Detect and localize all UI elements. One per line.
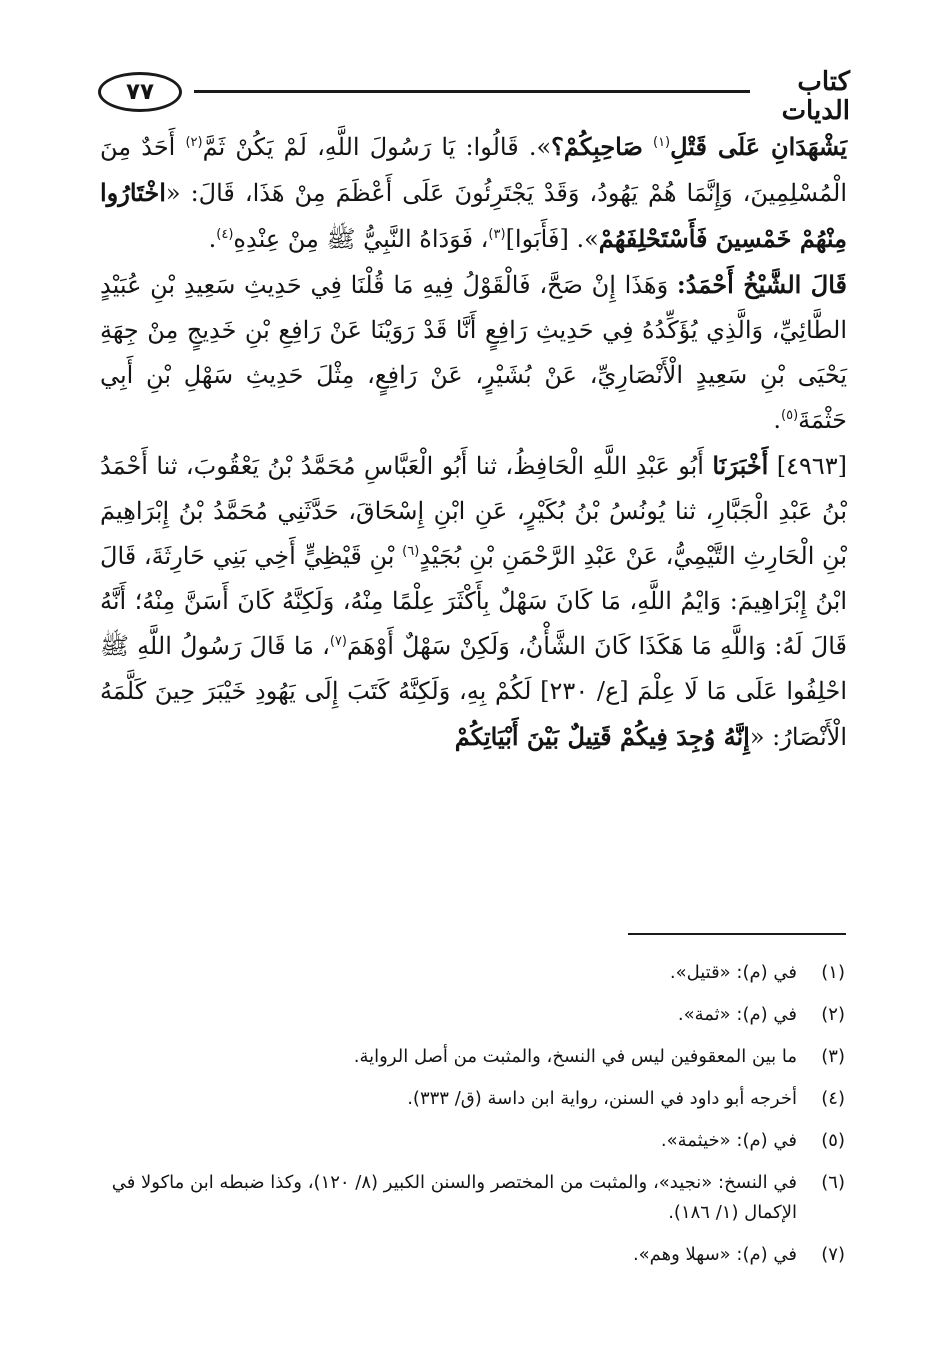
footnote bbox=[100, 1126, 845, 1156]
akhbarana-heading: أَخْبَرَنَا bbox=[712, 451, 769, 480]
book-title: كتاب الديات bbox=[781, 67, 850, 126]
footnote-text: أخرجه أبو داود في السنن، رواية ابن داسة (ق/ ٣٣٣). bbox=[407, 1088, 797, 1109]
page-header bbox=[98, 66, 850, 126]
footnote bbox=[100, 958, 845, 988]
footnote-number: (٧) bbox=[821, 1244, 845, 1265]
text-run: ، فَوَدَاهُ النَّبِيُّ ﷺ مِنْ عِنْدِهِ bbox=[233, 225, 489, 253]
footnote-ref-3: (٣) bbox=[488, 227, 506, 242]
hadith-quote: يَشْهَدَانِ عَلَى قَتْلِ bbox=[670, 132, 847, 161]
footnote bbox=[100, 1240, 845, 1270]
footnote-number: (٥) bbox=[821, 1130, 845, 1151]
footnote-number: (٢) bbox=[821, 1004, 845, 1025]
footnote-ref-7: (٧) bbox=[329, 634, 347, 649]
paragraph-2 bbox=[100, 262, 847, 443]
text-run: وَهَذَا إِنْ صَحَّ، فَالْقَوْلُ فِيهِ مَا قُلْنَا فِي حَدِيثِ سَعِيدِ بْنِ عُبَيْدٍ الطَّائِيِّ، وَالَّذِي يُؤَكِّدُهُ فِي حَدِيثِ رَافِعٍ أَنَّا قَدْ رَوَيْنَا عَنْ رَافِعِ بْنِ خَدِيجٍ مِنْ جِهَةِ يَحْيَى بْنِ سَعِيدٍ الْأَنْصَارِيِّ، عَنْ بُشَيْرٍ، عَنْ رَافِعٍ، مِثْلَ حَدِيثِ سَهْلِ بْنِ أَبِي حَثْمَةَ bbox=[100, 271, 847, 434]
text-run: ». قَالُوا: يَا رَسُولَ اللَّهِ، لَمْ يَكُنْ ثَمَّ bbox=[202, 133, 552, 161]
paragraph-1 bbox=[100, 124, 847, 262]
footnote-text: في النسخ: «نجيد»، والمثبت من المختصر والسنن الكبير (٨/ ١٢٠)، وكذا ضبطه ابن ماكولا في الإكمال (١/ ١٨٦). bbox=[111, 1172, 797, 1223]
hadith-quote: صَاحِبِكُمْ؟ bbox=[551, 132, 643, 161]
page-number: ٧٧ bbox=[98, 72, 182, 112]
text-run: أَبُو عَبْدِ اللَّهِ الْحَافِظُ، ثنا أَبُو الْعَبَّاسِ مُحَمَّدُ بْنُ يَعْقُوبَ، ثنا أَحْمَدُ بْنُ عَبْدِ الْجَبَّارِ، ثنا يُونُسُ بْنُ بُكَيْرٍ، عَنِ ابْنِ إِسْحَاقَ، حَدَّثَنِي مُحَمَّدُ بْنُ إِبْرَاهِيمَ بْنِ الْحَارِثِ التَّيْمِيُّ، عَنْ عَبْدِ الرَّحْمَنِ بْنِ بُجَيْدٍ bbox=[100, 452, 848, 570]
footnote-number: (٣) bbox=[821, 1046, 845, 1067]
footnote-ref-4: (٤) bbox=[216, 227, 234, 242]
footnote-text: في (م): «خيثمة». bbox=[660, 1130, 797, 1151]
footnote-number: (١) bbox=[821, 962, 845, 983]
footnote-separator bbox=[628, 933, 846, 935]
main-text bbox=[100, 124, 847, 760]
footnote-text: في (م): «ثمة». bbox=[677, 1004, 797, 1025]
footnotes bbox=[100, 958, 845, 1282]
hadith-number: [٤٩٦٣] bbox=[768, 452, 847, 480]
speaker-label: قَالَ الشَّيْخُ أَحْمَدُ: bbox=[676, 270, 847, 299]
footnote-ref-6: (٦) bbox=[402, 544, 420, 559]
footnote-number: (٦) bbox=[821, 1172, 845, 1193]
header-rule bbox=[194, 90, 750, 93]
text-run: ». [فَأَبَوا] bbox=[505, 225, 599, 253]
footnote bbox=[100, 1168, 845, 1228]
footnote-text: في (م): «قتيل». bbox=[669, 962, 797, 983]
footnote-number: (٤) bbox=[821, 1088, 845, 1109]
footnote-text: ما بين المعقوفين ليس في النسخ، والمثبت من أصل الرواية. bbox=[353, 1046, 797, 1067]
footnote-ref-5: (٥) bbox=[781, 408, 799, 423]
footnote bbox=[100, 1000, 845, 1030]
text-run: . bbox=[208, 225, 217, 253]
text-run: ، مَا قَالَ رَسُولُ اللَّهِ ﷺ احْلِفُوا عَلَى مَا لَا عِلْمَ [ع/ ٢٣٠] لَكُمْ بِهِ، وَلَكِنَّهُ كَتَبَ إِلَى يَهُودِ خَيْبَرَ حِينَ كَلَّمَهُ الْأَنْصَارُ: « bbox=[100, 632, 847, 751]
hadith-quote: اخْتَارُوا مِنْهُمْ خَمْسِينَ فَأَسْتَحْلِفَهُمْ bbox=[100, 178, 847, 253]
footnote bbox=[100, 1042, 845, 1072]
hadith-quote: إِنَّهُ وُجِدَ فِيكُمْ قَتِيلٌ بَيْنَ أَبْيَاتِكُمْ bbox=[454, 722, 750, 751]
text-run: أَحَدٌ مِنَ الْمُسْلِمِينَ، وَإِنَّمَا هُمْ يَهُودُ، وَقَدْ يَجْتَرِئُونَ عَلَى أَعْظَمَ مِنْ هَذَا، قَالَ: « bbox=[100, 133, 847, 207]
text-run: بْنِ قَيْظِيٍّ أَخِي بَنِي حَارِثَةَ، قَالَ ابْنُ إِبْرَاهِيمَ: وَايْمُ اللَّهِ، مَا كَانَ سَهْلٌ بِأَكْثَرَ عِلْمًا مِنْهُ، وَلَكِنَّهُ كَانَ أَسَنَّ مِنْهُ؛ أَنَّهُ قَالَ لَهُ: وَاللَّهِ مَا هَكَذَا كَانَ الشَّأْنُ، وَلَكِنْ سَهْلٌ أَوْهَمَ bbox=[100, 542, 847, 660]
paragraph-3 bbox=[100, 443, 847, 760]
footnote-text: في (م): «سهلا وهم». bbox=[632, 1244, 797, 1265]
footnote-ref-2: (٢) bbox=[185, 135, 203, 150]
footnote-ref-1: (١) bbox=[652, 135, 671, 150]
text-run: . bbox=[773, 406, 782, 434]
footnote bbox=[100, 1084, 845, 1114]
